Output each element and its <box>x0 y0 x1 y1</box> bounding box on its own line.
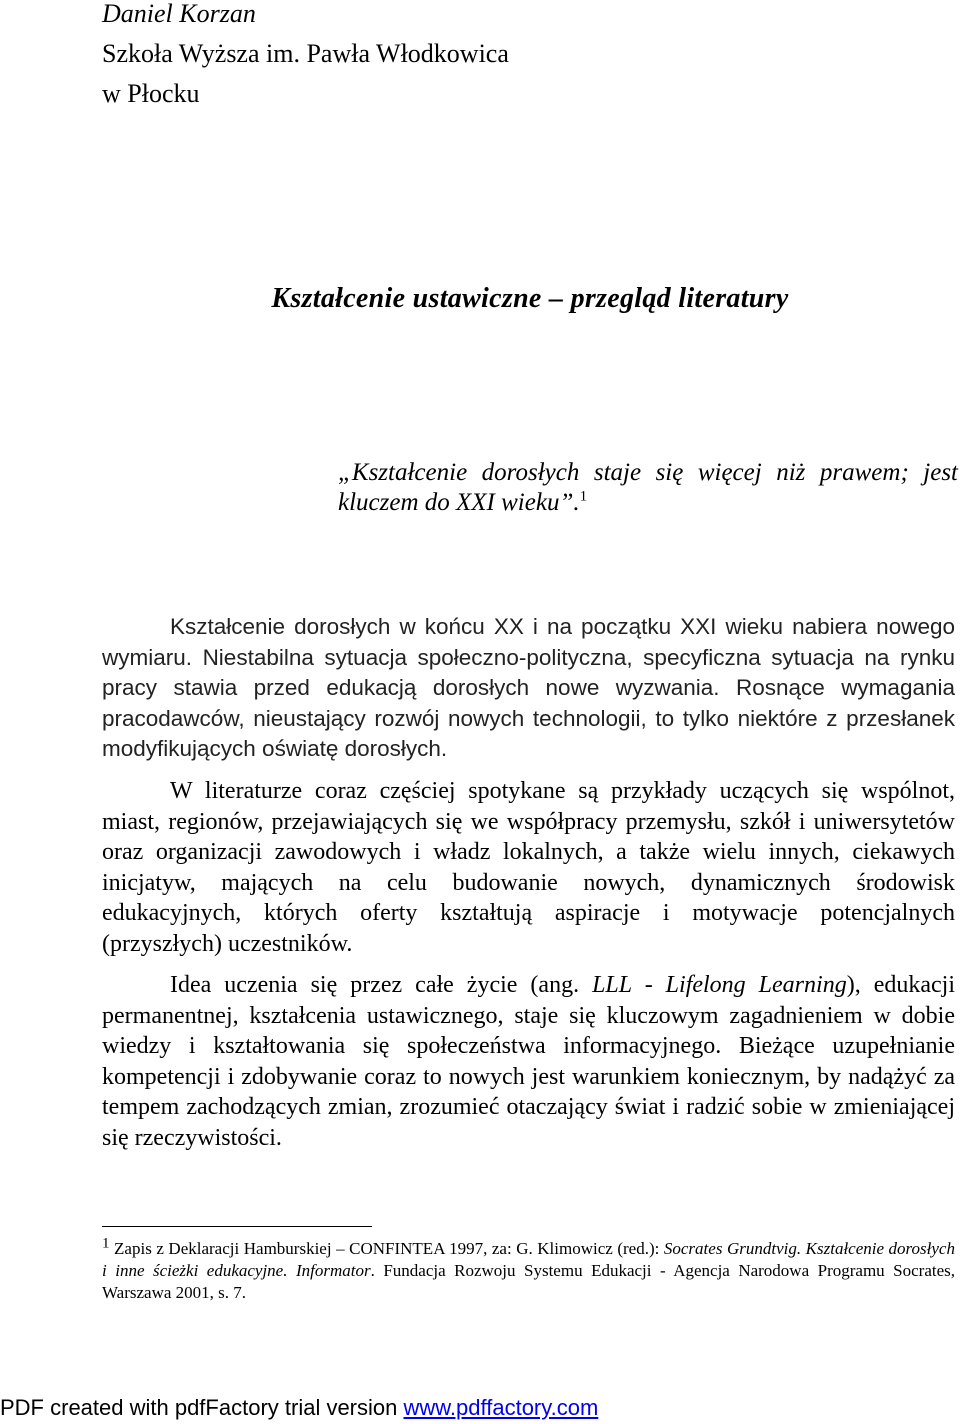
footnote-separator <box>102 1226 372 1227</box>
motto-quote <box>338 458 958 518</box>
paragraph-3 <box>102 970 955 1153</box>
footnote-text-a: Zapis z Deklaracji Hamburskiej – CONFINTEA 1997, za: G. Klimowicz (red.): <box>109 1239 664 1258</box>
footnote <box>102 1235 956 1304</box>
paragraph-2: W literaturze coraz częściej spotykane są przykłady uczących się wspólnot, miast, regionów, przejawiających się we współpracy przemysłu, szkół i uniwersytetów oraz organizacji zawodowych i władz lokalnych, a także wielu innych, ciekawych inicjatyw, mających na celu budowanie nowych, dynamicznych środowisk edukacyjnych, których oferty kształtują aspiracje i motywacje potencjalnych (przyszłych) uczestników. <box>102 778 955 957</box>
footnote-number: 1 <box>102 1235 110 1252</box>
pdf-creator-banner <box>0 1394 960 1424</box>
motto-footnote-ref[interactable]: 1 <box>579 488 588 505</box>
institution-city: w Płocku <box>102 79 200 108</box>
institution-name: Szkoła Wyższa im. Pawła Włodkowica <box>102 39 509 68</box>
pdffactory-link[interactable]: www.pdffactory.com <box>403 1395 599 1420</box>
author-name: Daniel Korzan <box>102 0 256 28</box>
paragraph-3-text-a: Idea uczenia się przez całe życie (ang. <box>170 972 593 998</box>
pdf-banner-text: PDF created with pdfFactory trial version <box>0 1395 404 1420</box>
footnote-text-b: . Fundacja Rozwoju Systemu Edukacji - Agencja Narodowa Programu Socrates, Warszawa 2001, s. 7. <box>102 1261 956 1302</box>
footnote-italic-title: Socrates Grundtvig. Kształcenie dorosłych i inne ścieżki edukacyjne. Informator <box>102 1239 955 1280</box>
paragraph-3-term: LLL - Lifelong Learning <box>592 972 847 998</box>
document-title: Kształcenie ustawiczne – przegląd literatury <box>271 283 789 314</box>
document-header <box>102 0 509 114</box>
motto-text: „Kształcenie dorosłych staje się więcej niż prawem; jest kluczem do XXI wieku”. <box>338 459 958 516</box>
paragraph-3-text-b: ), edukacji permanentnej, kształcenia ustawicznego, staje się kluczowym zagadnieniem w dobie wiedzy i kształtowania się społeczeństwa informacyjnego. Bieżące uzupełnianie kompetencji i zdobywanie coraz to nowych jest warunkiem koniecznym, by nadążyć za tempem zachodzących zmian, zrozumieć otaczający świat i radzić sobie w zmieniającej się rzeczywistości. <box>102 972 955 1151</box>
paragraph-1: Kształcenie dorosłych w końcu XX i na początku XXI wieku nabiera nowego wymiaru. Niestabilna sytuacja społeczno-polityczna, specyficzna sytuacja na rynku pracy stawia przed edukacją dorosłych nowe wyzwania. Rosnące wymagania pracodawców, nieustający rozwój nowych technologii, to tylko niektóre z przesłanek modyfikujących oświatę dorosłych. <box>102 614 955 761</box>
